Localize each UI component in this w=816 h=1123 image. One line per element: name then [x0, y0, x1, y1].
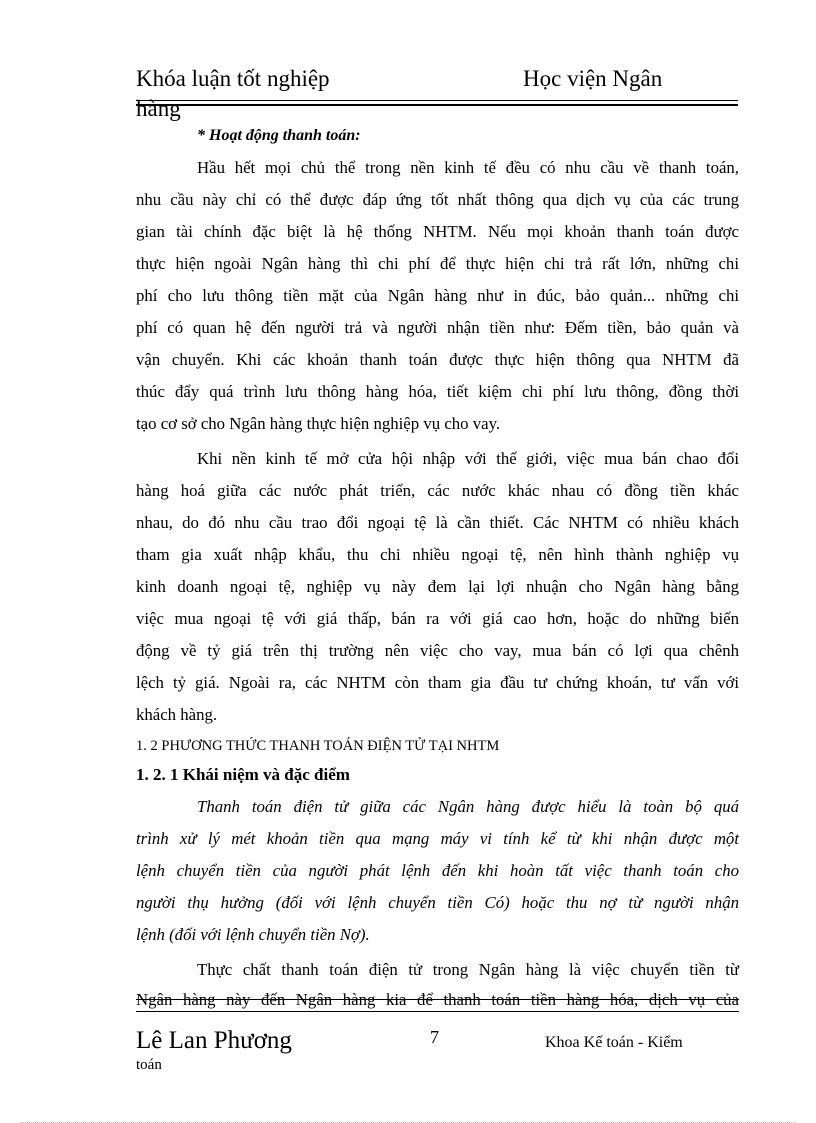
paragraph-line: tham gia xuất nhập khẩu, thu chi nhiều ngoại tệ, nên hình thành nghiệp vụ	[136, 545, 739, 564]
header-rule-thin	[136, 100, 738, 101]
paragraph-line: phí có quan hệ đến người trả và người nhận tiền như: Đếm tiền, bảo quản và	[136, 318, 739, 337]
paragraph-line: lệnh chuyển tiền của người phát lệnh đến khi hoàn tất việc thanh toán cho	[136, 861, 739, 880]
paragraph-line: nhau, do đó nhu cầu trao đổi ngoại tệ là cần thiết. Các NHTM có nhiều khách	[136, 513, 739, 532]
paragraph-line: Hầu hết mọi chủ thể trong nền kinh tế đều có nhu cầu về thanh toán,	[197, 158, 739, 177]
subsection-title: 1. 2. 1 Khái niệm và đặc điểm	[136, 765, 350, 784]
paragraph-line: lệch tỷ giá. Ngoài ra, các NHTM còn tham gia đầu tư chứng khoán, tư vấn với	[136, 673, 739, 692]
paragraph-line: tạo cơ sở cho Ngân hàng thực hiện nghiệp vụ cho vay.	[136, 414, 501, 433]
footer-department: Khoa Kế toán - Kiểm	[545, 1034, 683, 1051]
paragraph-line: Thực chất thanh toán điện tử trong Ngân hàng là việc chuyển tiền từ	[197, 960, 739, 979]
paragraph-line: gian tài chính đặc biệt là hệ thống NHTM. Nếu mọi khoản thanh toán được	[136, 222, 739, 241]
paragraph-line: trình xử lý mét khoản tiền qua mạng máy vi tính kể từ khi nhận được một	[136, 829, 739, 848]
paragraph-line: lệnh (đối với lệnh chuyển tiền Nợ).	[136, 925, 370, 944]
paragraph-line: kinh doanh ngoại tệ, nghiệp vụ này đem lại lợi nhuận cho Ngân hàng bằng	[136, 577, 739, 596]
section-heading-payment: * Hoạt động thanh toán:	[197, 127, 361, 144]
paragraph-line: phí cho lưu thông tiền mặt của Ngân hàng như in đúc, bảo quản... những chi	[136, 286, 739, 305]
paragraph-line: động về tỷ giá trên thị trường nên việc cho vay, mua bán có lợi qua chênh	[136, 641, 739, 660]
paragraph-line: thực hiện ngoài Ngân hàng thì chi phí để thực hiện chi trả rất lớn, những chi	[136, 254, 739, 273]
header-rule-thick	[136, 104, 738, 106]
paragraph-line: khách hàng.	[136, 705, 218, 724]
paragraph-line: Thanh toán điện tử giữa các Ngân hàng được hiểu là toàn bộ quá	[197, 797, 739, 816]
paragraph-line: Ngân hàng này đến Ngân hàng kia để thanh toán tiền hàng hóa, dịch vụ của	[136, 990, 739, 1009]
paragraph-line: Khi nền kinh tế mở cửa hội nhập với thế giới, việc mua bán chao đổi	[197, 449, 739, 468]
footer-rule	[136, 1011, 739, 1012]
paragraph-line: thúc đẩy quá trình lưu thông hàng hóa, tiết kiệm chi phí lưu thông, đồng thời	[136, 382, 739, 401]
footer-department-wrap: toán	[136, 1057, 162, 1073]
paragraph-line: hàng hoá giữa các nước phát triển, các nước khác nhau có đồng tiền khác	[136, 481, 739, 500]
header-institution: Học viện Ngân	[523, 66, 663, 91]
paragraph-line: nhu cầu này chỉ có thể được đáp ứng tốt nhất thông qua dịch vụ của các trung	[136, 190, 739, 209]
paragraph-line: vận chuyển. Khi các khoản thanh toán được thực hiện thông qua NHTM đã	[136, 350, 739, 369]
paragraph-line: người thụ hưởng (đối với lệnh chuyển tiền Có) hoặc thu nợ từ người nhận	[136, 893, 739, 912]
header-thesis-title: Khóa luận tốt nghiệp	[136, 66, 330, 91]
paragraph-line: việc mua ngoại tệ với giá thấp, bán ra với giá cao hơn, hoặc do những biến	[136, 609, 739, 628]
section-title: 1. 2 PHƯƠNG THỨC THANH TOÁN ĐIỆN TỬ TẠI NHTM	[136, 738, 500, 754]
header-institution-wrap: hàng	[136, 96, 181, 121]
footer-author: Lê Lan Phương	[136, 1027, 292, 1054]
page-number: 7	[430, 1027, 439, 1047]
